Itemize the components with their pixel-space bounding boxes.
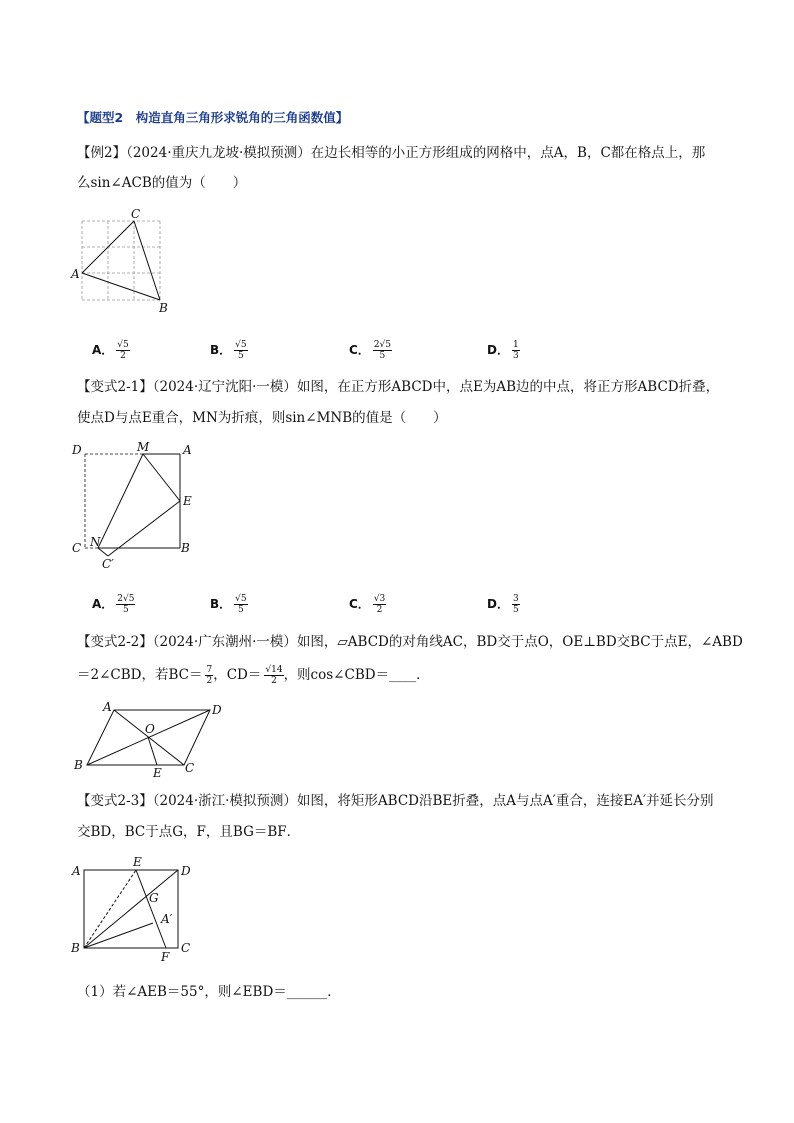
q2-label-b: B (181, 541, 190, 555)
q2-label-e: E (183, 494, 192, 508)
q2-label-n: N (90, 535, 101, 549)
q3-line2: ＝2∠CBD，若BC＝ $\frac{7}{2}$ ，CD＝ $\frac{√14}{2}$ ，则cos∠CBD＝____． (77, 665, 430, 686)
q1-label-b: B (159, 301, 168, 315)
q2-label-d: D (72, 443, 82, 457)
q4-label-d: D (181, 864, 191, 878)
q4-label-a: A (72, 864, 81, 878)
q1-figure (70, 205, 180, 320)
q4-line2: 交BD，BC于点G，F，且BG＝BF． (77, 824, 301, 840)
q3-label-a: A (103, 700, 112, 714)
q1-option-a[interactable]: A． $\frac{√5}{2}$ (92, 340, 129, 361)
q3-label-c: C (185, 761, 195, 775)
q1-line1: 【例2】（2024·重庆九龙坡·模拟预测）在边长相等的小正方形组成的网格中，点A，B，C都在格点上，那 (77, 145, 706, 161)
q1-option-c[interactable]: C． $\frac{2√5}{5}$ (349, 340, 391, 361)
q4-label-aprime: A′ (161, 912, 173, 926)
q2-line2: 使点D与点E重合，MN为折痕，则sin∠MNB的值是（ ） (77, 410, 447, 426)
q3-label-e: E (153, 766, 162, 780)
q4-label-c: C (181, 941, 191, 955)
q2-figure (68, 440, 203, 575)
q3-label-b: B (74, 758, 83, 772)
q4-label-g: G (149, 891, 159, 905)
q2-option-c[interactable]: C． $\frac{√3}{2}$ (349, 594, 386, 615)
q1-label-a: A (71, 267, 80, 281)
q2-label-cprime: C′ (102, 557, 114, 571)
q3-label-o: O (145, 722, 155, 736)
q4-line1: 【变式2-3】（2024·浙江·模拟预测）如图，将矩形ABCD沿BE折叠，点A与点A′重合，连接EA′并延长分别 (77, 793, 714, 809)
q1-option-b[interactable]: B． $\frac{√5}{5}$ (210, 340, 247, 361)
q2-option-b[interactable]: B． $\frac{√5}{5}$ (210, 594, 247, 615)
q4-figure (68, 855, 208, 965)
q4-label-b: B (71, 941, 80, 955)
q2-line1: 【变式2-1】（2024·辽宁沈阳·一模）如图，在正方形ABCD中，点E为AB边的中点，将正方形ABCD折叠， (77, 379, 720, 395)
q1-option-d[interactable]: D． $\frac{1}{3}$ (487, 340, 519, 361)
q4-label-f: F (161, 950, 170, 964)
q2-label-a: A (183, 443, 192, 457)
q1-label-c: C (131, 207, 141, 221)
q4-sub1: （1）若∠AEB＝55°，则∠EBD＝______． (77, 984, 341, 1000)
q2-label-m: M (137, 440, 150, 454)
q2-option-a[interactable]: A． $\frac{2√5}{5}$ (92, 594, 135, 615)
q1-line2: 么sin∠ACB的值为（ ） (77, 175, 247, 191)
q4-label-e: E (133, 855, 142, 869)
q3-label-d: D (212, 703, 222, 717)
q2-label-c: C (72, 541, 82, 555)
q3-line1: 【变式2-2】（2024·广东潮州·一模）如图，▱ABCD的对角线AC，BD交于点O，OE⊥BD交BC于点E，∠ABD (77, 634, 743, 650)
section-title: 【题型2 构造直角三角形求锐角的三角函数值】 (77, 110, 349, 125)
q2-option-d[interactable]: D． $\frac{3}{5}$ (487, 594, 519, 615)
q3-figure (70, 700, 230, 780)
